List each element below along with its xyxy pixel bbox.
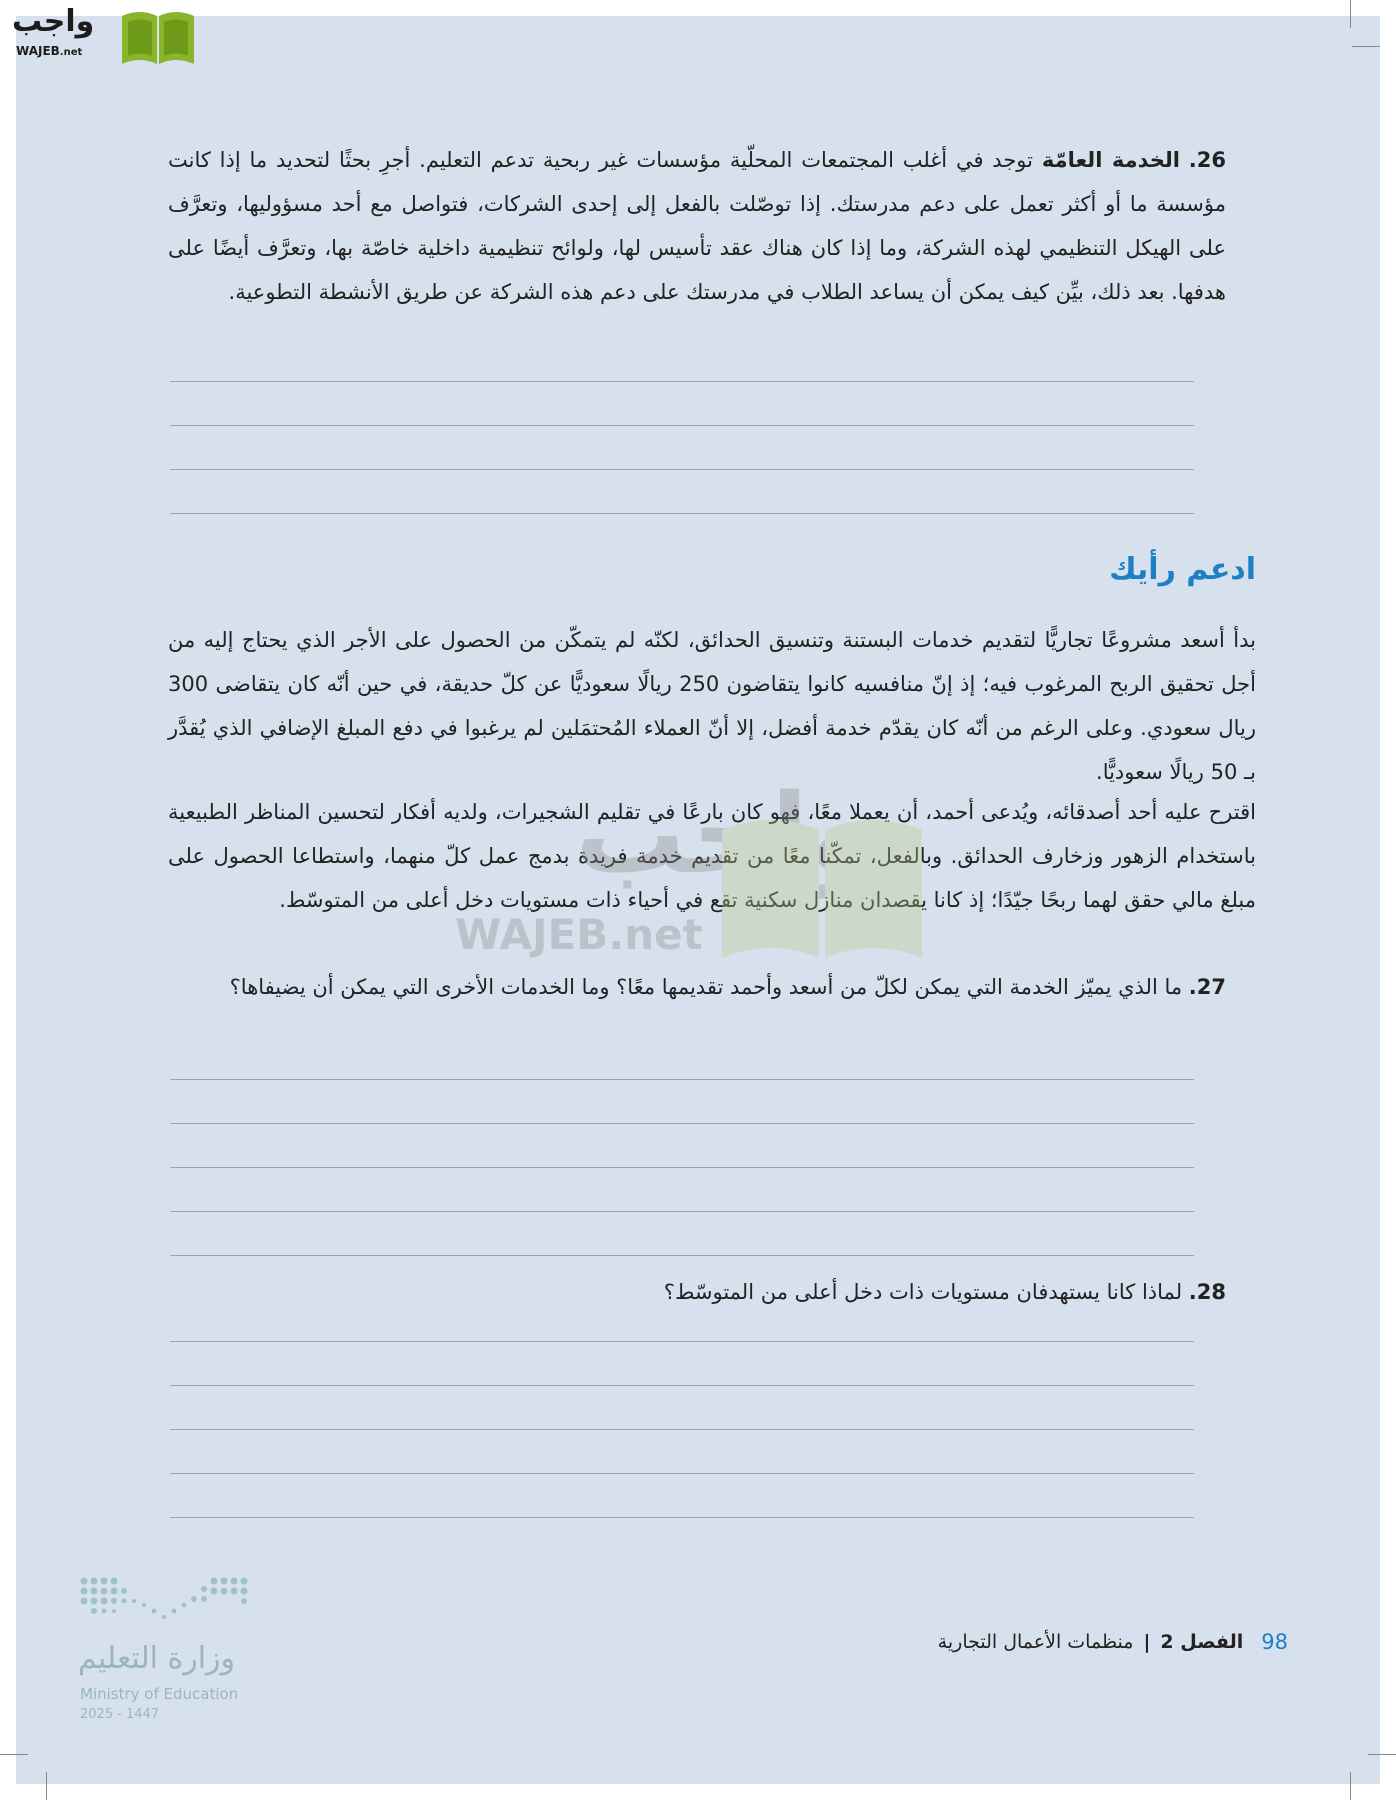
- answer-line[interactable]: [170, 1079, 1194, 1080]
- page-footer: [938, 1630, 1288, 1654]
- question-number: 28.: [1188, 1280, 1226, 1304]
- question-26: [168, 138, 1226, 314]
- answer-line[interactable]: [170, 1385, 1194, 1386]
- question-number: 27.: [1188, 975, 1226, 999]
- section-title: ادعم رأيك: [1109, 552, 1256, 587]
- question-27: [168, 965, 1226, 1009]
- answer-line[interactable]: [170, 1123, 1194, 1124]
- answer-line[interactable]: [170, 1211, 1194, 1212]
- answer-line[interactable]: [170, 1473, 1194, 1474]
- open-book-icon: [118, 6, 198, 66]
- answer-line[interactable]: [170, 381, 1194, 382]
- crop-mark: [0, 1754, 28, 1755]
- footer-separator: |: [1143, 1631, 1151, 1653]
- brand-latin: WAJEB.net: [16, 44, 83, 58]
- crop-mark: [1352, 46, 1380, 47]
- ministry-arabic: وزارة التعليم: [78, 1641, 236, 1676]
- chapter-label: الفصل 2: [1160, 1631, 1244, 1653]
- answer-line[interactable]: [170, 1429, 1194, 1430]
- question-text: لماذا كانا يستهدفان مستويات ذات دخل أعلى من المتوسّط؟: [663, 1280, 1189, 1304]
- paragraph-1: بدأ أسعد مشروعًا تجاريًّا لتقديم خدمات البستنة وتنسيق الحدائق، لكنّه لم يتمكّن من الحصول على الأجر الذي يحتاج إليه من أجل تحقيق الربح المرغوب فيه؛ إذ إنّ منافسيه كانوا يتقاضون 250 ريالًا سعوديًّا عن كلّ حديقة، في حين أنّه كان يتقاضى 300 ريال سعودي. وعلى الرغم من أنّه كان يقدّم خدمة أفضل، إلا أنّ العملاء المُحتمَلين لم يرغبوا في دفع المبلغ الإضافي الذي يُقدَّر بـ 50 ريالًا سعوديًّا.: [168, 628, 1256, 784]
- answer-line[interactable]: [170, 1341, 1194, 1342]
- ministry-dots-icon: [78, 1575, 258, 1635]
- paragraph-2: اقترح عليه أحد أصدقائه، ويُدعى أحمد، أن يعملا معًا، فهو كان بارعًا في تقليم الشجيرات، ولديه أفكار لتحسين المناظر الطبيعية باستخدام الزهور وزخارف الحدائق. وبالفعل، تمكّنا معًا من تقديم خدمة فريدة بدمج عمل كلّ منهما، واستطاعا الحصول على مبلغ مالي حقق لهما ربحًا جيّدًا؛ إذ كانا يقصدان منازل سكنية تقع في أحياء ذات مستويات دخل أعلى من المتوسّط.: [168, 800, 1256, 912]
- ministry-years: 2025 - 1447: [80, 1707, 160, 1722]
- question-number: 26.: [1188, 148, 1226, 172]
- answer-line[interactable]: [170, 469, 1194, 470]
- question-text: توجد في أغلب المجتمعات المحلّية مؤسسات غير ربحية تدعم التعليم. أجرِ بحثًا لتحديد ما إذا كانت مؤسسة ما أو أكثر تعمل على دعم مدرستك. إذا توصّلت بالفعل إلى إحدى الشركات، فتواصل مع أحد مسؤوليها، وتعرَّف على الهيكل التنظيمي لهذه الشركة، وما إذا كان هناك عقد تأسيس لها، ولوائح تنظيمية داخلية خاصّة بها، وتعرَّف أيضًا على هدفها. بعد ذلك، بيِّن كيف يمكن أن يساعد الطلاب في مدرستك على دعم هذه الشركة عن طريق الأنشطة التطوعية.: [168, 148, 1226, 304]
- brand-logo[interactable]: [8, 4, 198, 68]
- answer-line[interactable]: [170, 1255, 1194, 1256]
- answer-line[interactable]: [170, 513, 1194, 514]
- crop-mark: [1368, 1754, 1396, 1755]
- answer-line[interactable]: [170, 1167, 1194, 1168]
- page-number: 98: [1261, 1630, 1288, 1654]
- ministry-logo: [78, 1575, 268, 1725]
- question-text: ما الذي يميّز الخدمة التي يمكن لكلّ من أسعد وأحمد تقديمها معًا؟ وما الخدمات الأخرى التي يمكن أن يضيفاها؟: [229, 975, 1189, 999]
- question-28: [664, 1270, 1226, 1314]
- watermark-arabic: واجب: [575, 770, 877, 898]
- crop-mark: [46, 1772, 47, 1800]
- ministry-english: Ministry of Education: [80, 1685, 239, 1703]
- crop-mark: [1350, 0, 1351, 28]
- answer-line[interactable]: [170, 425, 1194, 426]
- crop-mark: [1350, 1772, 1351, 1800]
- brand-arabic: واجب: [12, 4, 95, 39]
- question-title: الخدمة العامّة: [1041, 148, 1180, 172]
- answer-line[interactable]: [170, 1517, 1194, 1518]
- watermark-latin: WAJEB.net: [455, 910, 703, 959]
- chapter-title: منظمات الأعمال التجارية: [937, 1631, 1134, 1653]
